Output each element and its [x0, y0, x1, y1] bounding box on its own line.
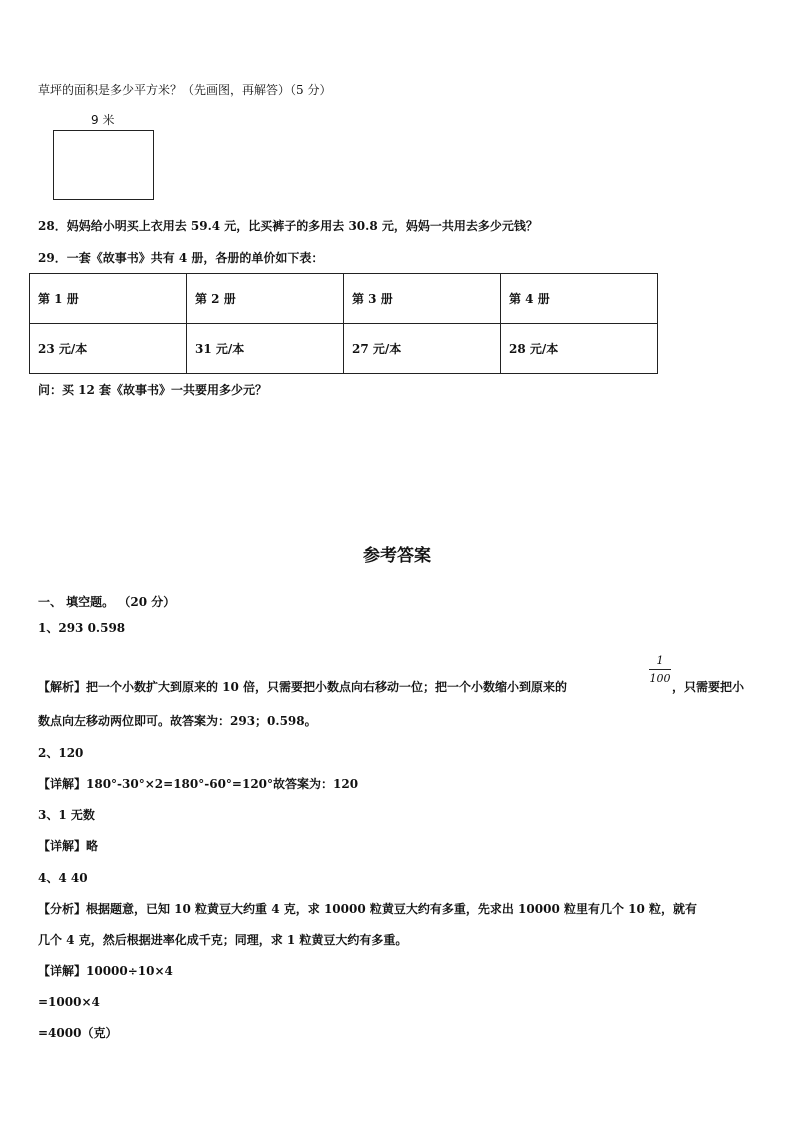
answer-1: 1、293 0.598 — [38, 621, 126, 635]
table-header-cell: 第 4 册 — [501, 274, 658, 324]
answer-4-detail-2: =1000×4 — [38, 995, 100, 1009]
table-header-cell: 第 1 册 — [30, 274, 187, 324]
figure-width-label: 9 米 — [91, 113, 115, 127]
answer-2-detail: 【详解】180°-30°×2=180°-60°=120°故答案为：120 — [38, 777, 359, 791]
q29-text: 29．一套《故事书》共有 4 册，各册的单价如下表： — [38, 251, 324, 265]
answer-2: 2、120 — [38, 746, 84, 760]
answer-3-detail: 【详解】略 — [38, 839, 99, 853]
section-heading: 一、 填空题。 （20 分） — [38, 595, 176, 609]
answer-1-analysis-tail: ，只需要把小 — [672, 680, 745, 694]
answer-4-analysis-line1: 【分析】根据题意，已知 10 粒黄豆大约重 4 克，求 10000 粒黄豆大约有多重，先求出 10000 粒里有几个 10 粒，就有 — [38, 902, 698, 916]
answer-3: 3、1 无数 — [38, 808, 95, 822]
q29-question: 问：买 12 套《故事书》一共要用多少元？ — [38, 383, 268, 397]
q28-text: 28．妈妈给小明买上衣用去 59.4 元，比买裤子的多用去 30.8 元，妈妈一共用去多少元钱？ — [38, 219, 538, 233]
table-cell: 27 元/本 — [344, 324, 501, 374]
fraction-numerator: 1 — [649, 654, 671, 670]
table-cell: 23 元/本 — [30, 324, 187, 374]
book-price-table — [29, 273, 658, 374]
table-row — [30, 274, 658, 324]
answer-1-analysis-text: 【解析】把一个小数扩大到原来的 10 倍，只需要把小数点向右移动一位；把一个小数缩小到原来的 — [38, 680, 568, 694]
q27-text: 草坪的面积是多少平方米？（先画图，再解答）（5 分） — [38, 83, 332, 97]
answers-heading: 参考答案 — [363, 546, 431, 566]
table-header-cell: 第 2 册 — [187, 274, 344, 324]
table-cell: 28 元/本 — [501, 324, 658, 374]
table-cell: 31 元/本 — [187, 324, 344, 374]
lawn-rectangle-figure — [53, 130, 154, 200]
table-row — [30, 324, 658, 374]
answer-4-analysis-line2: 几个 4 克，然后根据进率化成千克；同理，求 1 粒黄豆大约有多重。 — [38, 933, 408, 947]
fraction-denominator: 100 — [649, 672, 671, 685]
answer-1-analysis-line1 — [38, 679, 567, 695]
table-header-cell: 第 3 册 — [344, 274, 501, 324]
answer-4-detail-1: 【详解】10000÷10×4 — [38, 964, 173, 978]
answer-4: 4、4 40 — [38, 871, 88, 885]
answer-4-detail-3: =4000（克） — [38, 1026, 118, 1040]
answer-1-analysis-line2: 数点向左移动两位即可。故答案为：293；0.598。 — [38, 714, 317, 728]
fraction-one-hundredth — [649, 654, 671, 685]
